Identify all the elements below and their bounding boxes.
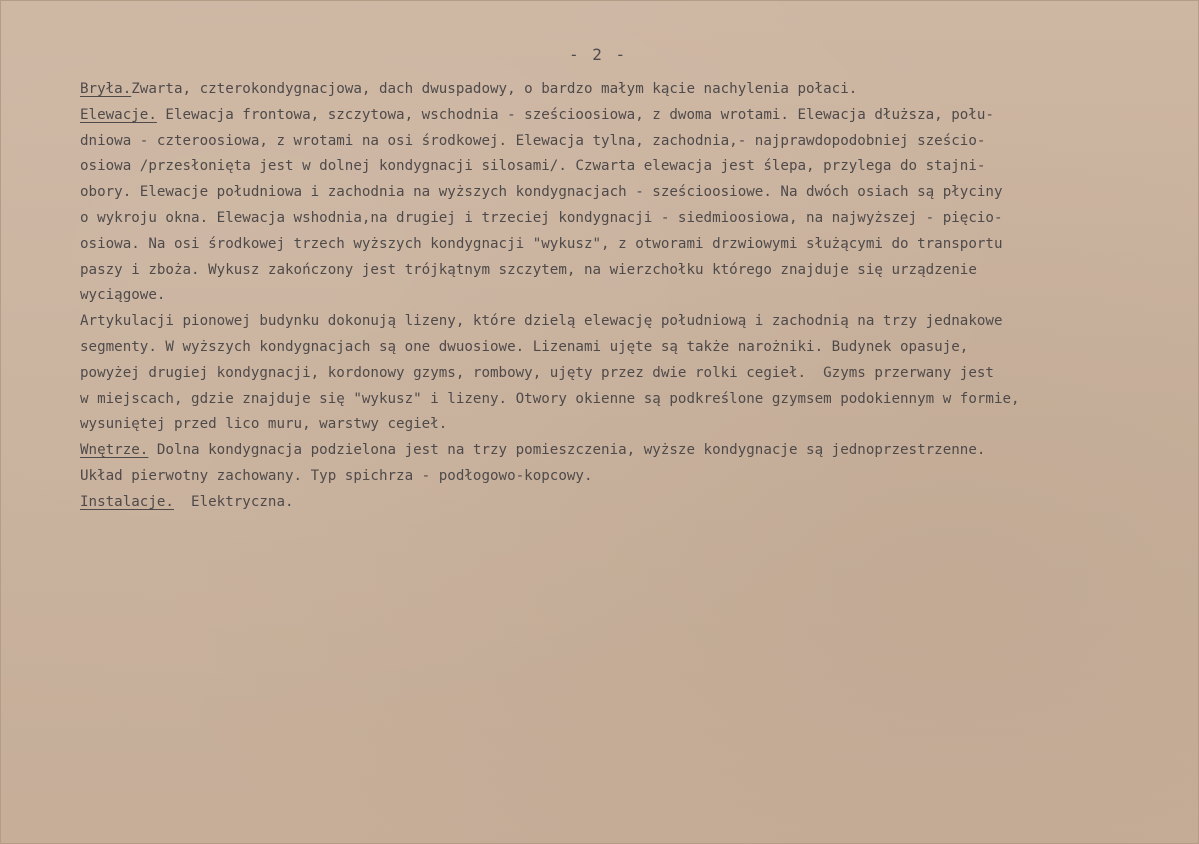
- text-line: [80, 232, 1185, 258]
- section-heading: Wnętrze.: [80, 442, 149, 459]
- section-heading: Elewacje.: [80, 106, 157, 123]
- text-line: [80, 129, 1185, 155]
- line-text: Układ pierwotny zachowany. Typ spichrza - podłogowo-kopcowy.: [80, 467, 593, 484]
- line-text: powyżej drugiej kondygnacji, kordonowy gzyms, rombowy, ujęty przez dwie rolki cegieł. Gzyms przerwany jest: [80, 364, 994, 381]
- line-text: Zwarta, czterokondygnacjowa, dach dwuspadowy, o bardzo małym kącie nachylenia połaci.: [131, 81, 858, 97]
- page-number: - 2 -: [569, 45, 628, 64]
- line-text: segmenty. W wyższych kondygnacjach są one dwuosiowe. Lizenami ujęte są także narożniki. Budynek opasuje,: [80, 338, 969, 355]
- section-heading: Instalacje.: [80, 493, 174, 510]
- line-text: Elewacja frontowa, szczytowa, wschodnia - sześcioosiowa, z dwoma wrotami. Elewacja dłuższa, połu-: [156, 106, 994, 123]
- text-line: [80, 361, 1185, 387]
- line-text: osiowa. Na osi środkowej trzech wyższych kondygnacji "wykusz", z otworami drzwiowymi służącymi do transportu: [80, 235, 1003, 252]
- line-text: obory. Elewacje południowa i zachodnia na wyższych kondygnacjach - sześcioosiowe. Na dwóch osiach są płyciny: [80, 184, 1003, 201]
- text-line: [80, 387, 1185, 413]
- section-heading: Bryła.: [80, 81, 132, 97]
- text-line: [80, 490, 1185, 516]
- line-text: Artykulacji pionowej budynku dokonują lizeny, które dzielą elewację południową i zachodnią na trzy jednakowe: [80, 313, 1003, 330]
- text-line: [80, 309, 1185, 335]
- document-body: [80, 77, 1185, 516]
- text-line: [80, 258, 1185, 284]
- text-line: [80, 154, 1185, 180]
- line-text: Dolna kondygnacja podzielona jest na trzy pomieszczenia, wyższe kondygnacje są jednoprzestrzenne.: [148, 442, 986, 459]
- text-line: [80, 103, 1185, 129]
- text-line: [80, 283, 1185, 309]
- text-line: [80, 412, 1185, 438]
- text-line: [80, 464, 1185, 490]
- text-line: [80, 77, 1185, 103]
- text-line: [80, 206, 1185, 232]
- line-text: paszy i zboża. Wykusz zakończony jest trójkątnym szczytem, na wierzchołku którego znajduje się urządzenie: [80, 261, 977, 278]
- line-text: Elektryczna.: [173, 493, 294, 510]
- line-text: dniowa - czteroosiowa, z wrotami na osi środkowej. Elewacja tylna, zachodnia,- najprawdopodobniej sześcio-: [80, 132, 986, 149]
- line-text: o wykroju okna. Elewacja wshodnia,na drugiej i trzeciej kondygnacji - siedmioosiowa, na najwyższej - pięcio-: [80, 209, 1003, 226]
- line-text: w miejscach, gdzie znajduje się "wykusz" i lizeny. Otwory okienne są podkreślone gzymsem podokiennym w formie,: [80, 390, 1020, 407]
- line-text: wysuniętej przed lico muru, warstwy cegieł.: [80, 416, 448, 433]
- text-line: [80, 180, 1185, 206]
- line-text: wyciągowe.: [80, 287, 166, 304]
- text-line: [80, 335, 1185, 361]
- text-line: [80, 438, 1185, 464]
- line-text: osiowa /przesłonięta jest w dolnej kondygnacji silosami/. Czwarta elewacja jest ślepa, przylega do stajni-: [80, 158, 986, 175]
